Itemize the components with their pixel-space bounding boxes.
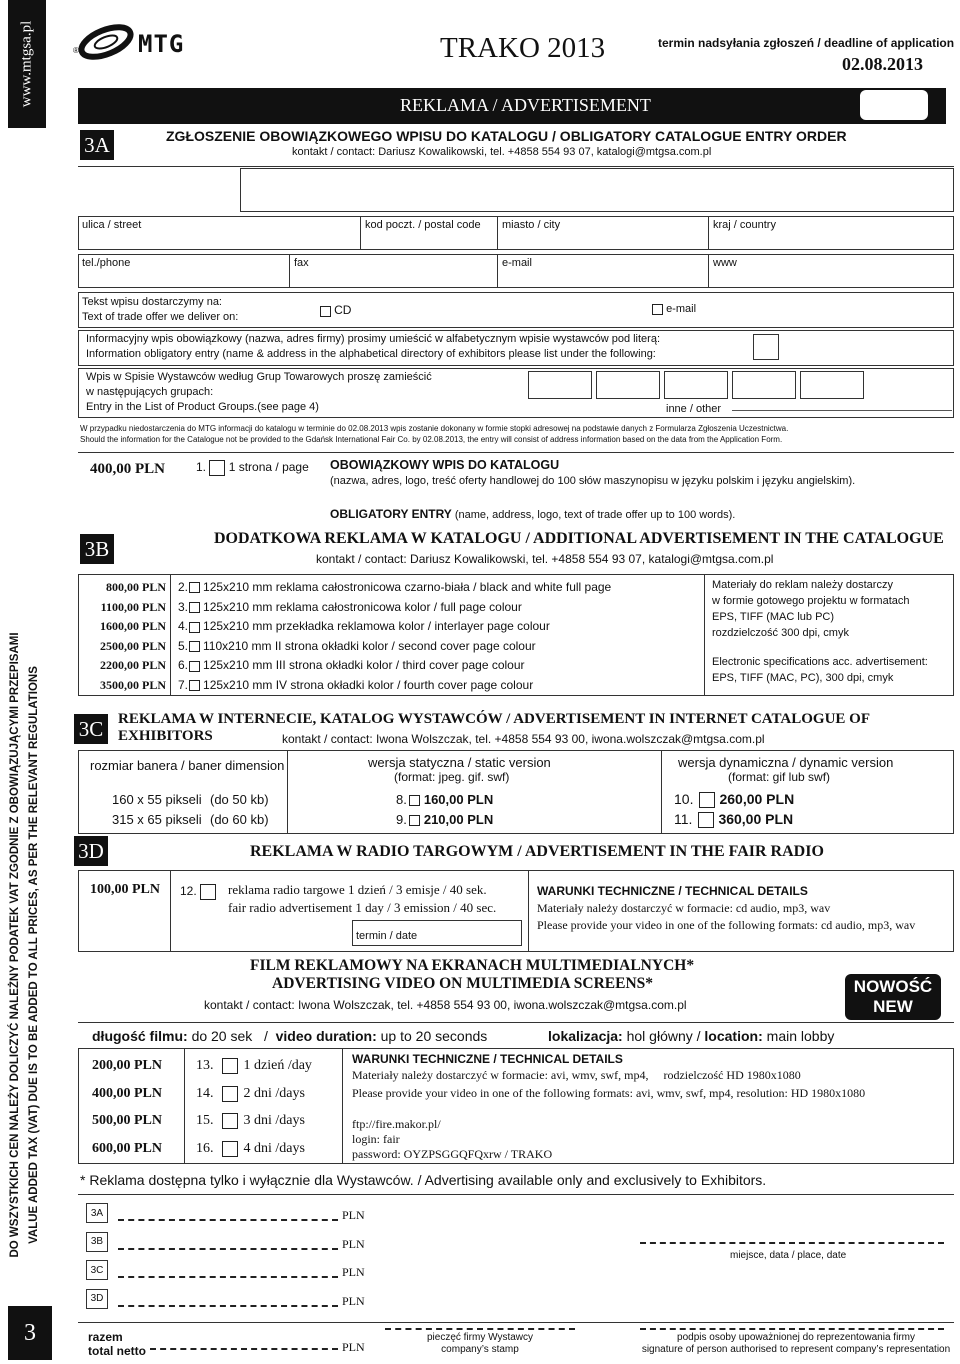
alphabet-info-en: Information obligatory entry (name & address in the alphabetical directory of exhibitors please list under the following:	[86, 348, 656, 360]
entry-desc: (nazwa, adres, logo, treść oferty handlowej do 100 słów maszynopisu w języku polskim i języku angielskim).	[330, 475, 856, 487]
email-field[interactable]	[708, 254, 709, 288]
section-3b-divider-2	[704, 574, 705, 696]
entry-title: OBOWIĄZKOWY WPIS DO KATALOGU	[330, 458, 560, 472]
video-no: 14.	[196, 1085, 214, 1101]
email-checkbox[interactable]	[652, 304, 663, 315]
phone-label: tel./phone	[82, 257, 131, 269]
video-option[interactable]	[196, 1058, 312, 1074]
dynamic-option[interactable]	[674, 811, 793, 828]
video-price: 400,00 PLN	[92, 1085, 162, 1101]
mtg-logo-icon	[76, 22, 138, 62]
radio-no: 12.	[180, 884, 197, 899]
radio-date-label: termin / date	[356, 930, 418, 942]
deadline-label: termin nadsyłania zgłoszeń / deadline of application	[658, 36, 955, 50]
ad-no: 5.	[178, 638, 189, 653]
ad-price: 3500,00 PLN	[100, 678, 166, 692]
ad-option[interactable]	[178, 619, 550, 633]
length-label-en: video duration:	[275, 1028, 377, 1044]
city-label: miasto / city	[502, 219, 561, 231]
side-url: www.mtgsa.pl	[18, 20, 35, 108]
dynamic-header-1: wersja dynamiczna / dynamic version	[678, 755, 894, 770]
company-name-input[interactable]	[240, 168, 954, 212]
summary-pln: PLN	[342, 1208, 365, 1222]
entry-desc-en: (name, address, logo, text of trade offer up to 100 words).	[454, 509, 736, 521]
radio-checkbox[interactable]	[200, 884, 216, 900]
summary-code: 3C	[86, 1260, 108, 1280]
location-pl: hol główny /	[626, 1028, 701, 1044]
ad-no: 2.	[178, 580, 189, 594]
materials-line: EPS, TIFF (MAC, PC), 300 dpi, cmyk	[712, 672, 894, 684]
stamp-line[interactable]	[385, 1328, 575, 1330]
film-tech-title: WARUNKI TECHNICZNE / TECHNICAL DETAILS	[352, 1052, 623, 1066]
ad-checkbox[interactable]	[189, 582, 200, 593]
ad-price: 1600,00 PLN	[100, 619, 166, 634]
film-length	[92, 1028, 487, 1044]
banner-dim: 160 x 55 pikseli	[112, 792, 202, 807]
video-checkbox[interactable]	[222, 1113, 238, 1129]
video-price: 200,00 PLN	[92, 1058, 162, 1073]
phone-field[interactable]	[289, 254, 290, 288]
ad-checkbox[interactable]	[189, 622, 200, 633]
radio-tech-title: WARUNKI TECHNICZNE / TECHNICAL DETAILS	[537, 884, 808, 898]
place-date-line[interactable]	[640, 1242, 944, 1244]
length-sep: /	[263, 1028, 268, 1044]
film-title-1: FILM REKLAMOWY NA EKRANACH MULTIMEDIALNYCH*	[250, 957, 695, 974]
section-3b-badge: 3B	[80, 534, 114, 564]
static-checkbox[interactable]	[409, 815, 420, 826]
static-option[interactable]	[396, 812, 493, 827]
ad-option[interactable]	[178, 639, 536, 653]
dynamic-no: 10.	[674, 791, 694, 807]
ad-checkbox[interactable]	[189, 680, 200, 691]
ad-label: 110x210 mm II strona okładki kolor / second cover page colour	[203, 638, 536, 653]
ad-label: 125x210 mm reklama całostronicowa czarno-biała / black and white full page	[203, 580, 612, 594]
dynamic-price: 360,00 PLN	[718, 811, 794, 827]
street-field[interactable]	[360, 216, 361, 250]
film-tech-pl: Materiały należy dostarczyć w formacie: avi, wmv, swf, mp4, rodzielczość HD 1980x1080	[352, 1068, 801, 1082]
groups-text-1: Wpis w Spisie Wystawców według Grup Towarowych proszę zamieścić	[86, 371, 432, 383]
postal-field[interactable]	[497, 216, 498, 250]
alphabet-info-pl: Informacyjny wpis obowiązkowy (nazwa, adres firmy) prosimy umieścić w alfabetycznym wpisie wystawców pod literą:	[86, 333, 661, 345]
ad-checkbox[interactable]	[189, 641, 200, 652]
materials-line: Materiały do reklam należy dostarczy	[712, 579, 893, 591]
video-price: 600,00 PLN	[92, 1140, 162, 1156]
radio-tech-pl: Materiały należy dostarczyć w formacie: cd audio, mp3, wav	[537, 901, 831, 915]
new-badge-en: NEW	[873, 997, 913, 1016]
section-3b-divider	[170, 574, 171, 696]
materials-line: EPS, TIFF (MAC lub PC)	[712, 611, 835, 623]
alphabet-letter-box[interactable]	[753, 334, 779, 360]
group-box-5[interactable]	[800, 371, 864, 399]
video-option[interactable]	[196, 1141, 305, 1157]
video-label: 4 dni /days	[243, 1140, 305, 1156]
static-no: 8.	[396, 792, 407, 807]
video-label: 3 dni /days	[243, 1113, 305, 1129]
group-box-4[interactable]	[732, 371, 796, 399]
other-label: inne / other	[666, 403, 722, 415]
email-option-label: e-mail	[666, 303, 697, 315]
group-box-3[interactable]	[664, 371, 728, 399]
ad-price: 2200,00 PLN	[100, 658, 166, 673]
length-en: up to 20 seconds	[380, 1028, 488, 1044]
length-pl: do 20 sek	[191, 1028, 253, 1044]
section-3b-contact: kontakt / contact: Dariusz Kowalikowski, tel. +4858 554 93 07, katalogi@mtgsa.com.pl	[316, 552, 774, 566]
radio-price: 100,00 PLN	[90, 882, 160, 897]
summary-line[interactable]	[118, 1276, 338, 1278]
signature-label-en: signature of person authorised to represent company’s representation	[641, 1344, 951, 1355]
film-ftp: ftp://fire.makor.pl/	[352, 1117, 441, 1131]
deadline-date: 02.08.2013	[842, 54, 923, 74]
static-header-1: wersja statyczna / static version	[368, 755, 551, 770]
radio-text-en: fair radio advertisement 1 day / 3 emission / 40 sec.	[228, 900, 497, 915]
new-badge	[845, 974, 941, 1020]
entry-title-en	[330, 507, 735, 521]
static-option[interactable]	[396, 792, 493, 807]
fax-field[interactable]	[497, 254, 498, 288]
dynamic-header-2: (format: gif lub swf)	[728, 770, 831, 784]
materials-line: Electronic specifications acc. advertisement:	[712, 656, 928, 668]
side-vat-pl: DO WSZYSTKICH CEN NALEŻY DOLICZYĆ NALEŻNY PODATEK VAT ZGODNIE Z OBOWIĄZUJĄCYMI PRZEPISAMI	[9, 632, 21, 1258]
summary-line[interactable]	[118, 1305, 338, 1307]
section-3d-title: REKLAMA W RADIO TARGOWYM / ADVERTISEMENT IN THE FAIR RADIO	[250, 843, 824, 860]
event-title: TRAKO 2013	[440, 32, 606, 64]
section-3d-divider	[170, 870, 171, 952]
ad-no: 4.	[178, 619, 189, 634]
country-label: kraj / country	[713, 219, 776, 231]
total-label-en: total netto	[88, 1344, 146, 1358]
ad-no: 6.	[178, 658, 189, 673]
entry-no: 1.	[196, 460, 207, 475]
ad-no: 3.	[178, 599, 189, 614]
location-label: lokalizacja:	[548, 1028, 623, 1044]
video-price: 500,00 PLN	[92, 1113, 162, 1128]
video-label: 2 dni /days	[243, 1085, 305, 1101]
side-vat-en: VALUE ADDED TAX (VAT) DUE IS TO BE ADDED TO ALL PRICES, AS PER THE RELEVANT REGULATIONS	[28, 666, 40, 1244]
ad-checkbox[interactable]	[189, 602, 200, 613]
ad-option[interactable]	[178, 580, 611, 594]
banner-dim: 315 x 65 pikseli	[112, 812, 202, 827]
summary-pln: PLN	[342, 1236, 365, 1251]
ad-label: 125x210 mm IV strona okładki kolor / fourth cover page colour	[203, 678, 534, 692]
location-label-en: location:	[704, 1028, 763, 1044]
ad-label: 125x210 mm III strona okładki kolor / third cover page colour	[203, 658, 525, 673]
video-checkbox[interactable]	[222, 1058, 238, 1074]
film-location	[548, 1028, 834, 1044]
total-line[interactable]	[150, 1348, 338, 1350]
other-line[interactable]	[732, 410, 952, 411]
new-badge-pl: NOWOŚĆ	[853, 977, 933, 996]
location-en: main lobby	[766, 1028, 835, 1044]
entry-checkbox[interactable]	[209, 460, 225, 476]
dynamic-checkbox[interactable]	[699, 792, 715, 808]
materials-line: w formie gotowego projektu w formatach	[712, 595, 910, 607]
video-no: 15.	[196, 1113, 214, 1129]
length-label: długość filmu:	[92, 1028, 188, 1044]
group-box-2[interactable]	[596, 371, 660, 399]
film-divider	[184, 1048, 185, 1164]
summary-pln: PLN	[342, 1265, 365, 1279]
section-3c-contact: kontakt / contact: Iwona Wolszczak, tel. +4858 554 93 00, iwona.wolszczak@mtgsa.com.pl	[282, 732, 765, 746]
postal-label: kod poczt. / postal code	[365, 219, 481, 231]
film-divider-2	[342, 1048, 343, 1164]
entry-price: 400,00 PLN	[90, 461, 165, 477]
film-password: password: OYZPSGGQFQxrw / TRAKO	[352, 1147, 553, 1161]
dynamic-price: 260,00 PLN	[719, 791, 795, 807]
ad-label: 125x210 mm reklama całostronicowa kolor / full page colour	[203, 599, 522, 614]
video-no: 16.	[196, 1140, 214, 1156]
total-label-pl: razem	[88, 1330, 123, 1344]
note-en: Should the information for the Catalogue not be provided to the Gdańsk International Fair Co. by 02.08.2013, the entry will consist of address information based on the data from the Application Form.	[80, 435, 783, 444]
banner-dim-header: rozmiar banera / baner dimension	[90, 758, 285, 773]
cd-label: CD	[334, 303, 352, 317]
film-footnote: * Reklama dostępna tylko i wyłącznie dla Wystawców. / Advertising available only and exclusively to Exhibitors.	[80, 1172, 767, 1188]
cd-checkbox[interactable]	[320, 306, 331, 317]
deliver-label-en: Text of trade offer we deliver on:	[82, 311, 239, 323]
section-3b-title: DODATKOWA REKLAMA W KATALOGU / ADDITIONAL ADVERTISEMENT IN THE CATALOGUE	[214, 530, 944, 547]
summary-code: 3D	[86, 1289, 108, 1309]
materials-line: rozdzielczość 300 dpi, cmyk	[712, 627, 849, 639]
ad-price: 1100,00 PLN	[100, 599, 166, 614]
note-pl: W przypadku niedostarczenia do MTG informacji do katalogu w terminie do 02.08.2013 wpis zostanie dokonany w formie stopki adresowej na podstawie danych z Formularza Zgłoszenia Uczestnictwa.	[80, 424, 789, 433]
stamp-label-en: company’s stamp	[441, 1344, 519, 1355]
total-label	[88, 1330, 146, 1358]
ad-label: 125x210 mm przekładka reklamowa kolor / interlayer page colour	[203, 619, 550, 634]
video-option[interactable]	[196, 1113, 305, 1129]
city-field[interactable]	[708, 216, 709, 250]
radio-text-pl: reklama radio targowe 1 dzień / 3 emisje / 40 sek.	[228, 882, 487, 897]
static-checkbox[interactable]	[409, 795, 420, 806]
email-label: e-mail	[502, 257, 532, 269]
section-3c-badge: 3C	[74, 714, 108, 744]
place-date-label: miejsce, data / place, date	[730, 1250, 847, 1261]
video-label: 1 dzień /day	[243, 1058, 312, 1074]
static-no: 9.	[396, 812, 407, 827]
static-price: 210,00 PLN	[423, 812, 494, 827]
summary-code: 3B	[86, 1232, 108, 1252]
video-no: 13.	[196, 1058, 214, 1074]
ad-price: 2500,00 PLN	[100, 638, 166, 653]
ad-option[interactable]	[178, 678, 533, 692]
street-label: ulica / street	[82, 219, 142, 231]
stamp-label	[380, 1332, 580, 1356]
signature-label-pl: podpis osoby upoważnionej do reprezentowania firmy	[677, 1332, 915, 1343]
summary-code: 3A	[86, 1203, 108, 1223]
entry-label: 1 strona / page	[228, 460, 309, 475]
section-3d-divider-2	[528, 870, 529, 952]
entry-option[interactable]	[196, 460, 309, 476]
www-label: www	[713, 257, 737, 269]
section-3a-title: ZGŁOSZENIE OBOWIĄZKOWEGO WPISU DO KATALOGU / OBLIGATORY CATALOGUE ENTRY ORDER	[166, 128, 847, 144]
section-3c-title: REKLAMA W INTERNECIE, KATALOG WYSTAWCÓW / ADVERTISEMENT IN INTERNET CATALOGUE OF EXHIBITORS	[118, 711, 870, 744]
video-option[interactable]	[196, 1086, 305, 1102]
groups-text-2: w następujących grupach:	[86, 386, 214, 398]
summary-divider	[78, 1322, 954, 1323]
logo-registered: ®	[73, 46, 79, 55]
static-header-2: (format: jpeg. gif. swf)	[394, 770, 510, 784]
film-tech-en: Please provide your video in one of the following formats: avi, wmv, swf, mp4, resolution: HD 1980x1080	[352, 1086, 866, 1100]
video-checkbox[interactable]	[222, 1086, 238, 1102]
logo-text: MTG	[138, 30, 185, 58]
signature-label	[640, 1332, 952, 1356]
ad-option[interactable]	[178, 658, 525, 672]
signature-line[interactable]	[640, 1328, 944, 1330]
dynamic-checkbox[interactable]	[698, 812, 714, 828]
entry-title-en-bold: OBLIGATORY ENTRY	[330, 507, 452, 521]
email-option[interactable]	[652, 303, 696, 315]
banner-size: (do 60 kb)	[210, 812, 269, 827]
ad-checkbox[interactable]	[189, 661, 200, 672]
ad-option[interactable]	[178, 600, 522, 614]
page-number: 3	[8, 1306, 52, 1360]
groups-text-3: Entry in the List of Product Groups.(see page 4)	[86, 401, 319, 413]
dynamic-option[interactable]	[674, 791, 794, 808]
static-price: 160,00 PLN	[423, 792, 494, 807]
fax-label: fax	[294, 257, 309, 269]
form-number-box[interactable]	[860, 90, 928, 120]
cd-option[interactable]	[320, 303, 351, 317]
summary-line[interactable]	[118, 1219, 338, 1221]
ad-price: 800,00 PLN	[106, 580, 166, 594]
banner-size: (do 50 kb)	[210, 792, 269, 807]
film-contact: kontakt / contact: Iwona Wolszczak, tel. +4858 554 93 00, iwona.wolszczak@mtgsa.com.pl	[204, 998, 687, 1012]
stamp-label-pl: pieczęć firmy Wystawcy	[426, 1332, 534, 1343]
dynamic-no: 11.	[674, 811, 693, 827]
video-checkbox[interactable]	[222, 1141, 238, 1157]
banner-title: REKLAMA / ADVERTISEMENT	[400, 95, 651, 115]
section-3a-contact: kontakt / contact: Dariusz Kowalikowski, tel. +4858 554 93 07, katalogi@mtgsa.com.pl	[292, 146, 712, 158]
total-pln: PLN	[342, 1340, 365, 1354]
section-3a-badge: 3A	[80, 130, 114, 160]
summary-line[interactable]	[118, 1248, 338, 1250]
film-login: login: fair	[352, 1132, 400, 1146]
radio-tech-en: Please provide your video in one of the following formats: cd audio, mp3, wav	[537, 918, 916, 932]
section-3d-badge: 3D	[74, 836, 108, 866]
summary-pln: PLN	[342, 1293, 365, 1308]
ad-no: 7.	[178, 678, 189, 692]
deliver-label-pl: Tekst wpisu dostarczymy na:	[82, 296, 222, 308]
film-title-2: ADVERTISING VIDEO ON MULTIMEDIA SCREENS*	[272, 975, 654, 992]
radio-option[interactable]	[180, 884, 216, 900]
group-box-1[interactable]	[528, 371, 592, 399]
